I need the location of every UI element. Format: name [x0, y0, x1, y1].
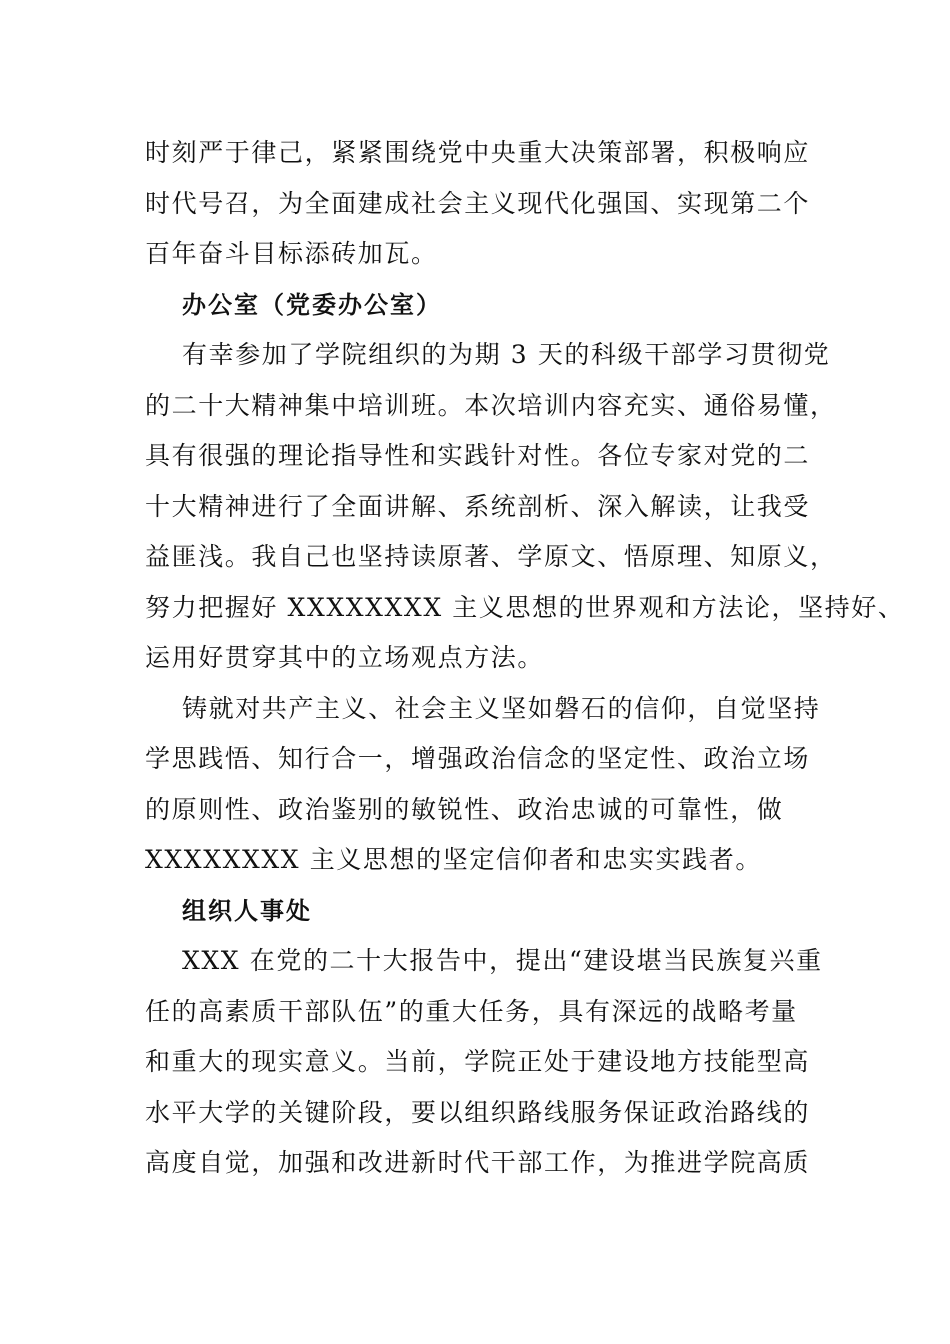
text-line: 百年奋斗目标添砖加瓦。: [145, 239, 438, 268]
text-line: 和重大的现实意义。当前，学院正处于建设地方技能型高: [145, 1047, 811, 1076]
text-line: 努力把握好 XXXXXXXX 主义思想的世界观和方法论，坚持好、: [145, 592, 905, 622]
text-line: 的原则性、政治鉴别的敏锐性、政治忠诚的可靠性，做: [145, 794, 784, 824]
document-body: [145, 128, 905, 1189]
text-line: 的二十大精神集中培训班。本次培训内容充实、通俗易懂，: [145, 390, 837, 420]
paragraph: [145, 330, 905, 684]
text-line: 任的高素质干部队伍”的重大任务，具有深远的战略考量: [145, 996, 798, 1026]
section-heading: 组织人事处: [182, 896, 312, 925]
text-line: 学思践悟、知行合一，增强政治信念的坚定性、政治立场: [145, 744, 811, 773]
text-line: XXXXXXXX 主义思想的坚定信仰者和忠实实践者。: [145, 845, 762, 874]
text-line: XXX 在党的二十大报告中，提出“建设堪当民族复兴重: [182, 946, 823, 975]
text-line: 有幸参加了学院组织的为期 3 天的科级干部学习贯彻党: [182, 340, 831, 369]
text-line: 水平大学的关键阶段，要以组织路线服务保证政治路线的: [145, 1097, 811, 1127]
text-line: 铸就对共产主义、社会主义坚如磐石的信仰，自觉坚持: [182, 693, 821, 723]
section-heading: 办公室（党委办公室）: [182, 290, 442, 319]
text-line: 高度自觉，加强和改进新时代干部工作，为推进学院高质: [145, 1148, 811, 1177]
text-line: 十大精神进行了全面讲解、系统剖析、深入解读，让我受: [145, 491, 811, 521]
text-line: 运用好贯穿其中的立场观点方法。: [145, 643, 545, 672]
paragraph: [145, 684, 821, 886]
paragraph: [145, 128, 811, 280]
text-line: 时刻严于律己，紧紧围绕党中央重大决策部署，积极响应: [145, 138, 811, 167]
text-line: 具有很强的理论指导性和实践针对性。各位专家对党的二: [145, 441, 811, 470]
text-line: 益匪浅。我自己也坚持读原著、学原文、悟原理、知原义，: [145, 542, 837, 571]
text-line: 时代号召，为全面建成社会主义现代化强国、实现第二个: [145, 188, 811, 218]
paragraph: [145, 936, 823, 1189]
